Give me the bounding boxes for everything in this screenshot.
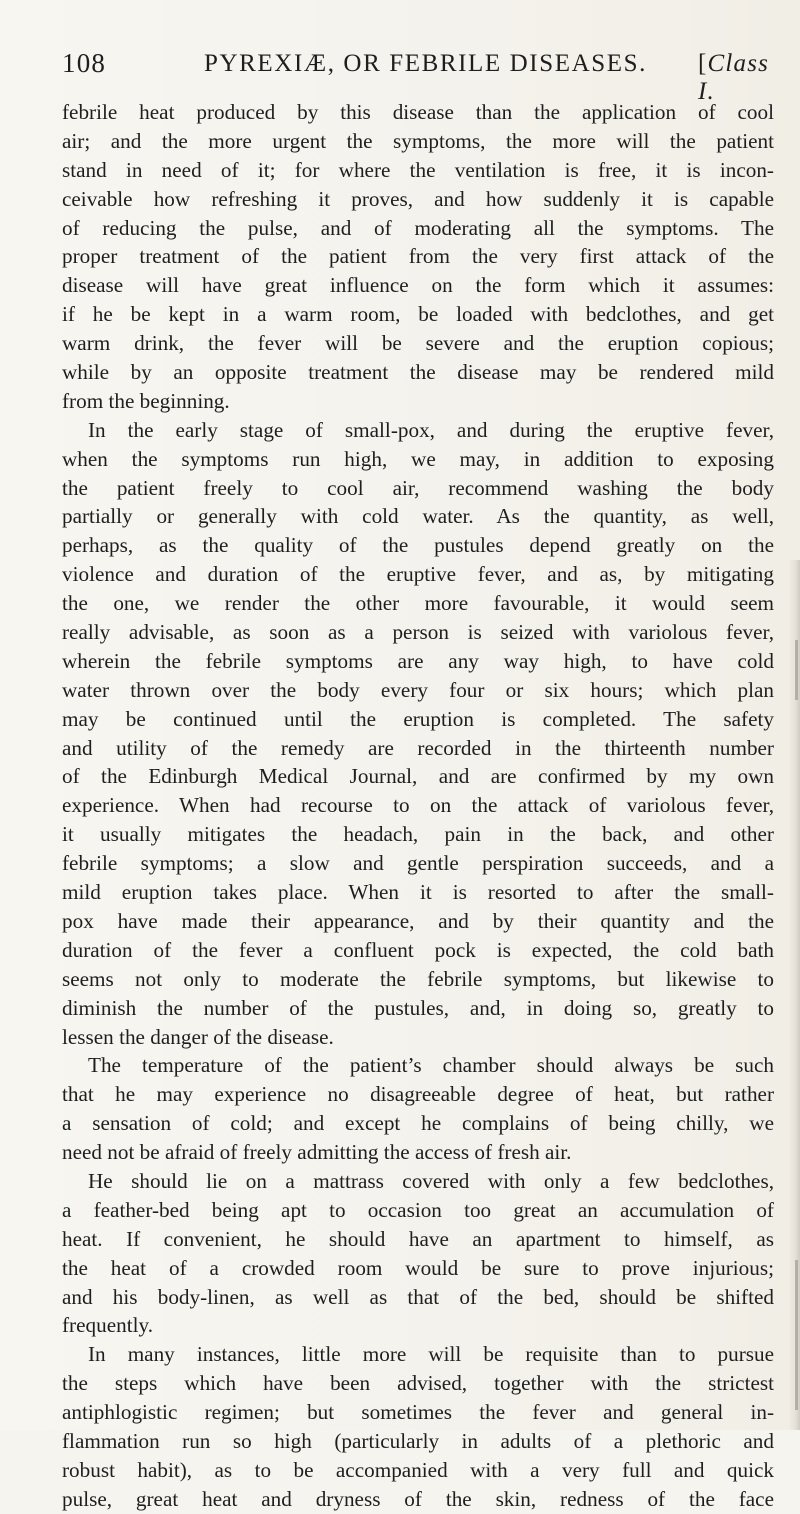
text-line: pulse, great heat and dryness of the skin, redness of the face	[62, 1486, 774, 1511]
text-line: ceivable how refreshing it proves, and how suddenly it is capable	[62, 186, 774, 211]
text-line: violence and duration of the eruptive fever, and as, by mitigating	[62, 562, 774, 587]
text-line: need not be afraid of freely admitting the access of fresh air.	[62, 1140, 572, 1165]
page-number: 108	[62, 48, 107, 78]
text-line: the patient freely to cool air, recommend washing the body	[62, 475, 774, 500]
text-line: In the early stage of small-pox, and during the eruptive fever,	[88, 417, 774, 442]
text-line: water thrown over the body every four or six hours; which plan	[62, 677, 774, 702]
text-line: seems not only to moderate the febrile symptoms, but likewise to	[62, 966, 774, 991]
text-line: disease will have great influence on the form which it assumes:	[62, 273, 774, 298]
text-line: may be continued until the eruption is completed. The safety	[62, 706, 774, 731]
class-bracket: [	[698, 50, 708, 77]
class-label-text: Class I.	[698, 50, 770, 105]
text-line: heat. If convenient, he should have an apartment to himself, as	[62, 1226, 774, 1251]
text-line: He should lie on a mattrass covered with only a few bedclothes,	[88, 1168, 774, 1193]
text-line: while by an opposite treatment the disease may be rendered mild	[62, 360, 774, 385]
body-text	[62, 98, 774, 1514]
page-edge-mark	[795, 1260, 798, 1410]
page-edge-mark	[795, 640, 798, 700]
text-line: of the Edinburgh Medical Journal, and are confirmed by my own	[62, 764, 774, 789]
text-line: mild eruption takes place. When it is resorted to after the small-	[62, 880, 774, 905]
text-line: really advisable, as soon as a person is seized with variolous fever,	[62, 620, 774, 645]
text-line: warm drink, the fever will be severe and the eruption copious;	[62, 331, 774, 356]
running-head	[62, 48, 782, 105]
text-line: the one, we render the other more favourable, it would seem	[62, 591, 774, 616]
text-line: when the symptoms run high, we may, in addition to exposing	[62, 446, 774, 471]
text-line: and utility of the remedy are recorded in the thirteenth number	[62, 735, 774, 760]
text-line: and his body-linen, as well as that of the bed, should be shifted	[62, 1284, 774, 1309]
text-line: from the beginning.	[62, 388, 230, 413]
text-line: duration of the fever a confluent pock is expected, the cold bath	[62, 937, 774, 962]
text-line: the steps which have been advised, together with the strictest	[62, 1371, 774, 1396]
text-line: flammation run so high (particularly in adults of a plethoric and	[62, 1428, 774, 1453]
text-line: partially or generally with cold water. As the quantity, as well,	[62, 504, 774, 529]
text-line: a feather-bed being apt to occasion too great an accumulation of	[62, 1197, 774, 1222]
text-line: antiphlogistic regimen; but sometimes the fever and general in-	[62, 1400, 774, 1425]
text-line: perhaps, as the quality of the pustules depend greatly on the	[62, 533, 774, 558]
page-edge-shadow	[788, 560, 800, 1430]
text-line: stand in need of it; for where the ventilation is free, it is incon-	[62, 157, 774, 182]
text-line: pox have made their appearance, and by their quantity and the	[62, 908, 774, 933]
text-line: In many instances, little more will be requisite than to pursue	[88, 1342, 774, 1367]
text-line: it usually mitigates the headach, pain in the back, and other	[62, 822, 774, 847]
running-title: PYREXIÆ, OR FEBRILE DISEASES.	[204, 50, 647, 77]
text-line: robust habit), as to be accompanied with a very full and quick	[62, 1457, 774, 1482]
text-line: wherein the febrile symptoms are any way high, to have cold	[62, 648, 774, 673]
text-line: a sensation of cold; and except he complains of being chilly, we	[62, 1111, 774, 1136]
text-line: proper treatment of the patient from the very first attack of the	[62, 244, 774, 269]
text-line: febrile symptoms; a slow and gentle perspiration succeeds, and a	[62, 851, 774, 876]
text-line: lessen the danger of the disease.	[62, 1024, 334, 1049]
text-line: febrile heat produced by this disease than the application of cool	[62, 100, 774, 124]
text-line: of reducing the pulse, and of moderating all the symptoms. The	[62, 215, 774, 240]
text-line: experience. When had recourse to on the attack of variolous fever,	[62, 793, 774, 818]
text-line: the heat of a crowded room would be sure to prove injurious;	[62, 1255, 774, 1280]
text-line: frequently.	[62, 1313, 153, 1338]
text-line: diminish the number of the pustules, and, in doing so, greatly to	[62, 995, 774, 1020]
text-line: that he may experience no disagreeable degree of heat, but rather	[62, 1082, 774, 1107]
text-line: The temperature of the patient’s chamber should always be such	[88, 1053, 774, 1078]
text-line: if he be kept in a warm room, be loaded with bedclothes, and get	[62, 302, 774, 327]
text-line: air; and the more urgent the symptoms, the more will the patient	[62, 128, 774, 153]
